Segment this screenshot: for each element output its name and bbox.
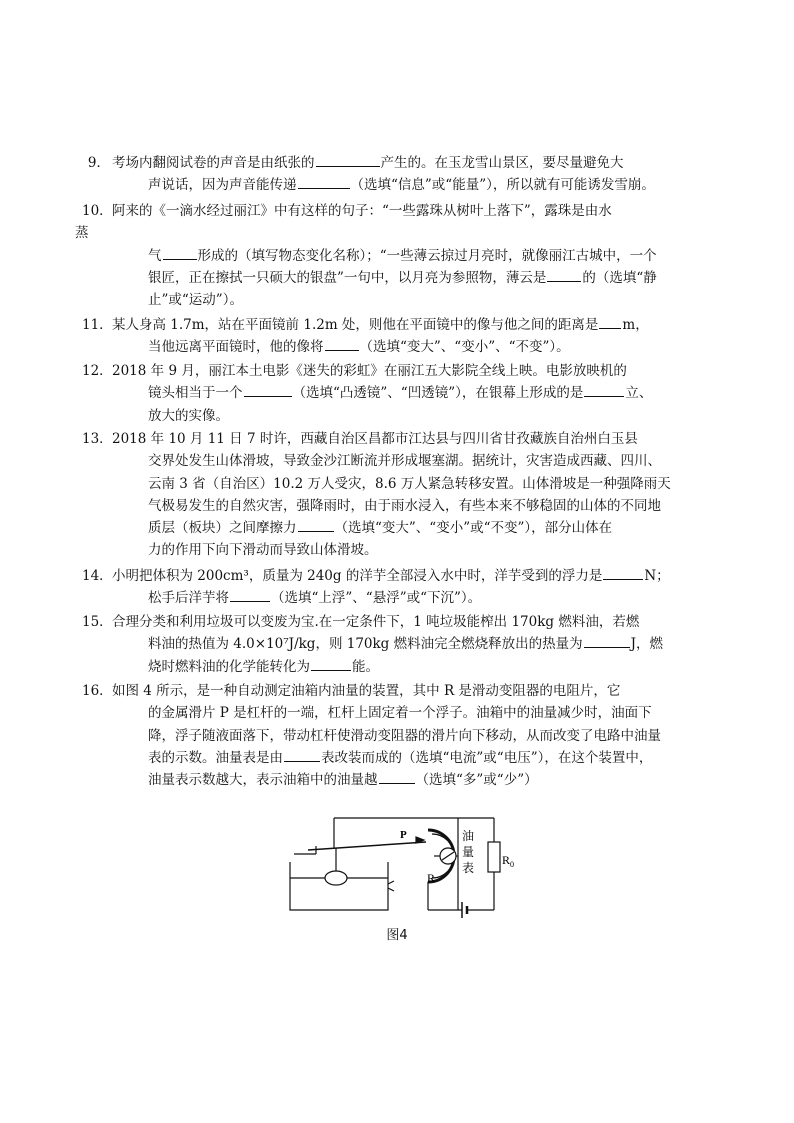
question-16 bbox=[82, 680, 682, 791]
answer-blank[interactable] bbox=[547, 267, 581, 282]
question-line: 考场内翻阅试卷的声音是由纸张的 产生的。在玉龙雪山景区，要尽量避免大 bbox=[112, 152, 682, 174]
answer-blank[interactable] bbox=[379, 769, 415, 784]
question-line: 当他远离平面镜时，他的像将 （选填“变大”、“变小”、“不变”）。 bbox=[112, 336, 682, 358]
question-number: 16． bbox=[82, 683, 113, 699]
tank-outlet bbox=[388, 881, 394, 891]
answer-blank[interactable] bbox=[298, 174, 350, 189]
question-number: 11． bbox=[82, 317, 113, 333]
question-line: 云南 3 省（自治区）10.2 万人受灾，8.6 万人紧急转移安置。山体滑坡是一种强降雨天 bbox=[148, 475, 671, 492]
question-line: 如图 4 所示，是一种自动测定油箱内油量的装置，其中 R 是滑动变阻器的电阻片，它 bbox=[112, 683, 621, 699]
question-line: 的金属滑片 P 是杠杆的一端，杠杆上固定着一个浮子。油箱中的油量减少时，油面下 bbox=[148, 705, 652, 722]
question-line: 镜头相当于一个 （选填“凸透镜”、“凹透镜”），在银幕上形成的是 立、 bbox=[112, 382, 682, 404]
label-r: R bbox=[427, 871, 436, 885]
question-14 bbox=[82, 565, 682, 610]
question-line: 止”或“运动”）。 bbox=[148, 292, 243, 309]
meter-label-2: 量 bbox=[462, 845, 475, 859]
question-number: 10． bbox=[82, 203, 113, 219]
question-line: 交界处发生山体滑坡，导致金沙江断流并形成堰塞湖。据统计，灾害造成西藏、四川、 bbox=[148, 453, 661, 470]
answer-blank[interactable] bbox=[298, 517, 334, 532]
question-line: 某人身高 1.7m，站在平面镜前 1.2m 处，则他在平面镜中的像与他之间的距离是 m， bbox=[112, 314, 682, 336]
question-line: 放大的实像。 bbox=[148, 407, 229, 424]
label-p: P bbox=[400, 829, 407, 841]
question-line: 2018 年 9 月，丽江本土电影《迷失的彩虹》在丽江五大影院全线上映。电影放映机的 bbox=[112, 363, 627, 379]
question-line: 合理分类和利用垃圾可以变废为宝.在一定条件下，1 吨垃圾能榨出 170kg 燃料油，若燃 bbox=[112, 614, 640, 630]
question-line: 小明把体积为 200cm³，质量为 240g 的洋芋全部浸入水中时，洋芋受到的浮力是 N； bbox=[112, 565, 682, 587]
label-r0: $R_0$ bbox=[502, 853, 515, 869]
question-number: 9． bbox=[87, 155, 110, 171]
figure-caption: 图4 bbox=[386, 928, 408, 943]
question-line: 气 形成的（填写物态变化名称）；“一些薄云掠过月亮时，就像丽江古城中，一个 bbox=[112, 245, 682, 267]
question-number: 12． bbox=[82, 363, 113, 379]
question-12 bbox=[82, 360, 682, 427]
question-line: 阿来的《一滴水经过丽江》中有这样的句子：“一些露珠从树叶上落下”，露珠是由水 bbox=[112, 203, 612, 219]
question-line: 2018 年 10 月 11 日 7 时许，西藏自治区昌都市江达县与四川省甘孜藏族自治州白玉县 bbox=[112, 431, 638, 447]
question-line: 表的示数。油量表是由 表改装而成的（选填“电流”或“电压”），在这个装置中， bbox=[112, 747, 682, 769]
question-line: 银匠，正在擦拭一只硕大的银盘”一句中，以月亮为参照物，薄云是 的（选填“静 bbox=[112, 267, 682, 289]
question-line: 力的作用下向下滑动而导致山体滑坡。 bbox=[148, 542, 378, 559]
question-line: 降，浮子随液面落下，带动杠杆使滑动变阻器的滑片向下移动，从而改变了电路中油量 bbox=[148, 727, 661, 744]
meter-label-3: 表 bbox=[462, 861, 475, 875]
question-number: 14． bbox=[82, 568, 113, 584]
question-line: 质层（板块）之间摩擦力 （选填“变大”、“变小”或“不变”），部分山体在 bbox=[112, 517, 682, 539]
question-11 bbox=[82, 314, 682, 359]
answer-blank[interactable] bbox=[603, 565, 643, 580]
question-number: 13． bbox=[82, 431, 113, 447]
resistor-r0 bbox=[488, 842, 500, 872]
float bbox=[325, 871, 347, 885]
answer-blank[interactable] bbox=[311, 656, 351, 671]
answer-blank[interactable] bbox=[284, 747, 320, 762]
question-line: 松手后洋芋将 （选填“上浮”、“悬浮”或“下沉”）。 bbox=[112, 587, 682, 609]
question-line: 蒸 bbox=[75, 225, 89, 242]
answer-blank[interactable] bbox=[325, 336, 359, 351]
oil-tank bbox=[290, 862, 388, 910]
question-number: 15． bbox=[82, 614, 113, 630]
question-line: 料油的热值为 4.0×10⁷J/kg，则 170kg 燃料油完全燃烧释放出的热量为 J，燃 bbox=[112, 633, 682, 655]
question-13 bbox=[82, 428, 682, 562]
question-10 bbox=[75, 200, 682, 311]
answer-blank[interactable] bbox=[599, 314, 621, 329]
question-line: 气极易发生的自然灾害，强降雨时，由于雨水浸入，有些本来不够稳固的山体的不同地 bbox=[148, 497, 661, 514]
question-line: 烧时燃料油的化学能转化为 能。 bbox=[112, 656, 682, 678]
question-15 bbox=[82, 611, 682, 678]
answer-blank[interactable] bbox=[163, 245, 197, 260]
lever-arm bbox=[308, 842, 426, 850]
answer-blank[interactable] bbox=[230, 587, 270, 602]
answer-blank[interactable] bbox=[244, 382, 292, 397]
question-line: 油量表示数越大，表示油箱中的油量越 （选填“多”或“少”） bbox=[112, 769, 682, 791]
answer-blank[interactable] bbox=[584, 382, 624, 397]
answer-blank[interactable] bbox=[584, 633, 630, 648]
question-9 bbox=[87, 152, 682, 197]
answer-blank[interactable] bbox=[316, 152, 380, 167]
question-line: 声说话，因为声音能传递 （选填“信息”或“能量”），所以就有可能诱发雪崩。 bbox=[112, 174, 682, 196]
circuit-svg bbox=[286, 812, 516, 922]
meter-label-1: 油 bbox=[462, 829, 475, 843]
